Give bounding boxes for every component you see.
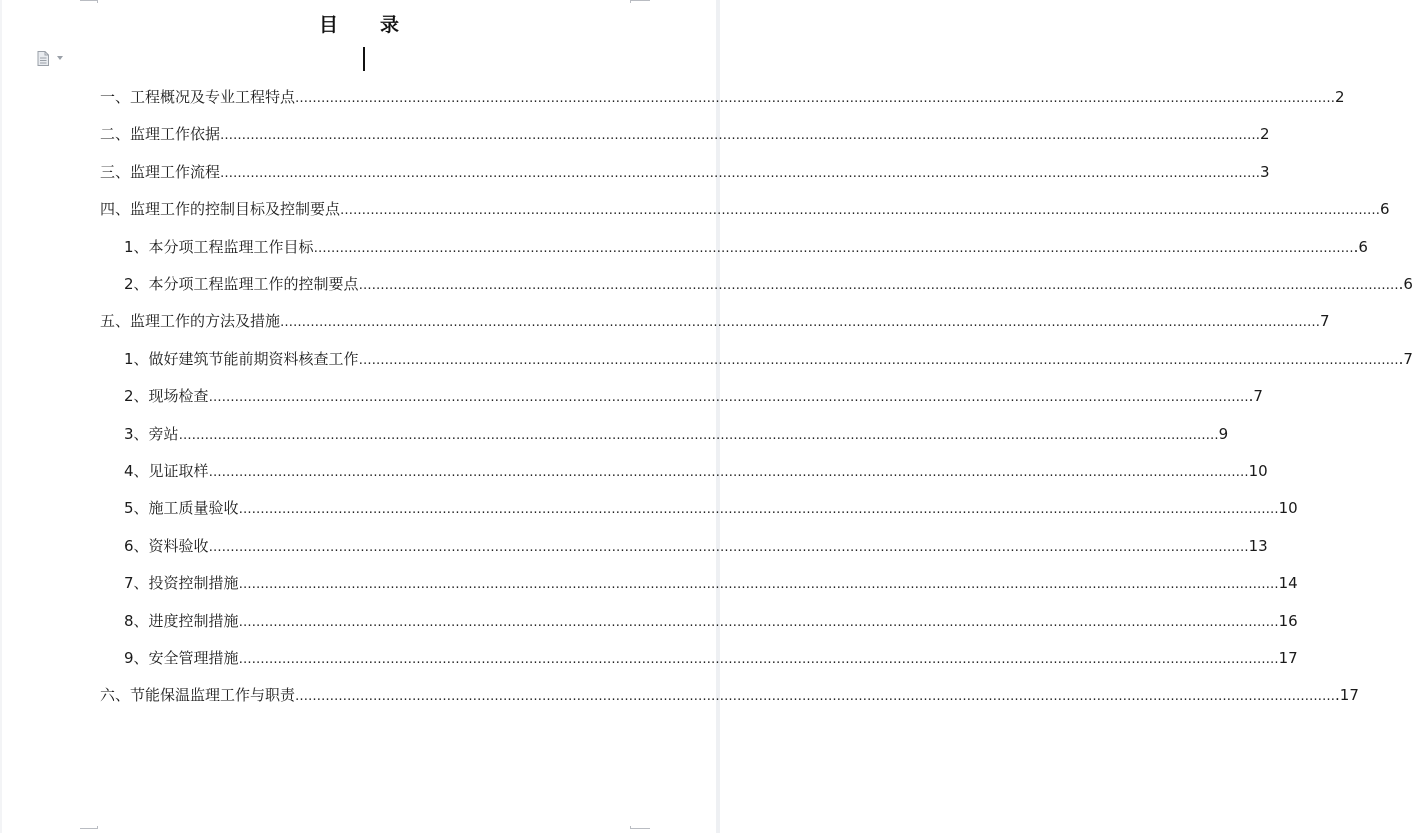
toc-page-number: 9 bbox=[1218, 424, 1229, 443]
toc-entry-title: 工程概况及专业工程特点 bbox=[130, 88, 296, 106]
toc-entry[interactable] bbox=[124, 572, 1298, 594]
toc-entry-title: 见证取样 bbox=[148, 462, 209, 480]
toc-entry-number: 1、 bbox=[124, 349, 149, 368]
crop-mark-bottom-left-v bbox=[97, 826, 98, 829]
toc-page-number: 7 bbox=[1320, 312, 1330, 331]
toc-entry-number: 8、 bbox=[124, 611, 149, 630]
toc-entry[interactable] bbox=[124, 497, 1298, 519]
toc-entry[interactable] bbox=[100, 684, 1359, 706]
chevron-down-icon[interactable] bbox=[57, 56, 63, 60]
toc-entry-number: 2、 bbox=[124, 387, 149, 406]
toc-entry-number: 五、 bbox=[100, 312, 131, 331]
toc-dot-leader: …………………………………………………………………………………………………………………………………………………………………………………………………………………… bbox=[208, 390, 1249, 406]
toc-entry-number: 2、 bbox=[124, 275, 149, 293]
toc-page-number: .17 bbox=[1335, 686, 1359, 705]
toc-entry[interactable] bbox=[124, 348, 1413, 370]
toc-page-number: 16 bbox=[1278, 611, 1298, 630]
toc-entry-number: 5、 bbox=[124, 499, 149, 518]
toc-page-number: 6 bbox=[1380, 200, 1390, 219]
toc-entry[interactable] bbox=[124, 385, 1263, 407]
toc-entry-title: 安全管理措施 bbox=[148, 649, 239, 667]
toc-entry[interactable] bbox=[124, 535, 1268, 557]
toc-entry-title: 施工质量验收 bbox=[148, 499, 239, 518]
toc-dot-leader: …………………………………………………………………………………………………………………………………………………………………………………………………………………… bbox=[178, 427, 1219, 443]
toc-entry[interactable] bbox=[124, 423, 1229, 445]
toc-page-number: .6 bbox=[1398, 275, 1413, 293]
toc-entry[interactable] bbox=[100, 86, 1345, 108]
toc-entry-title: 监理工作依据 bbox=[130, 125, 221, 144]
toc-entry-number: 六、 bbox=[100, 686, 131, 705]
page-left-edge bbox=[0, 0, 2, 833]
toc-page-number: 13 bbox=[1248, 536, 1268, 555]
crop-mark-top-right bbox=[630, 0, 650, 1]
toc-dot-leader: …………………………………………………………………………………………………………………………………………………………………………………………………………………… bbox=[220, 165, 1261, 181]
toc-page-number: 14 bbox=[1278, 574, 1298, 593]
toc-entry-title: 监理工作流程 bbox=[130, 162, 221, 181]
crop-mark-top-left-v bbox=[97, 0, 98, 3]
toc-dot-leader: …………………………………………………………………………………………………………………………………………………………………………………………………………………… bbox=[340, 203, 1381, 219]
toc-page-number: 17 bbox=[1278, 649, 1298, 667]
toc-entry-title: 本分项工程监理工作的控制要点 bbox=[148, 275, 359, 293]
crop-mark-bottom-right-v bbox=[630, 826, 631, 829]
toc-dot-leader: …………………………………………………………………………………………………………………………………………………………………………………………………………………… bbox=[295, 91, 1336, 106]
toc-dot-leader: …………………………………………………………………………………………………………………………………………………………………………………………………………………… bbox=[358, 278, 1399, 293]
toc-dot-leader: …………………………………………………………………………………………………………………………………………………………………………………………………………………… bbox=[238, 614, 1279, 630]
title-char-1: 目 bbox=[318, 14, 340, 36]
toc-entry[interactable] bbox=[100, 161, 1270, 183]
toc-entry-number: 7、 bbox=[124, 574, 149, 593]
toc-entry-number: 一、 bbox=[100, 88, 131, 106]
toc-entry-number: 1、 bbox=[124, 237, 149, 256]
toc-entry-title: 旁站 bbox=[148, 424, 179, 443]
toc-entry-title: 资料验收 bbox=[148, 536, 209, 555]
crop-mark-top-right-v bbox=[630, 0, 631, 3]
toc-entry-number: 四、 bbox=[100, 200, 131, 219]
toc-dot-leader: …………………………………………………………………………………………………………………………………………………………………………………………………………………… bbox=[295, 689, 1336, 705]
toc-dot-leader: …………………………………………………………………………………………………………………………………………………………………………………………………………………… bbox=[220, 128, 1261, 144]
toc-entry-title: 投资控制措施 bbox=[148, 574, 239, 593]
toc-dot-leader: …………………………………………………………………………………………………………………………………………………………………………………………………………………… bbox=[208, 539, 1249, 555]
toc-entry-number: 9、 bbox=[124, 649, 149, 667]
toc-entry-title: 做好建筑节能前期资料核查工作 bbox=[148, 349, 359, 368]
toc-entry[interactable] bbox=[124, 610, 1298, 632]
toc-entry-title: 监理工作的方法及措施 bbox=[130, 312, 281, 331]
toc-page-number: .7 bbox=[1398, 349, 1413, 368]
document-icon[interactable] bbox=[37, 51, 49, 66]
toc-entry-title: 节能保温监理工作与职责 bbox=[130, 686, 296, 705]
toc-page-number: 2 bbox=[1260, 125, 1270, 144]
toc-entry[interactable] bbox=[124, 236, 1368, 258]
crop-mark-bottom-left bbox=[80, 828, 98, 829]
toc-entry-title: 本分项工程监理工作目标 bbox=[148, 237, 314, 256]
text-cursor bbox=[363, 47, 365, 71]
toc-page-number: .7 bbox=[1248, 387, 1263, 406]
toc-entry[interactable] bbox=[124, 460, 1268, 482]
crop-mark-top-left bbox=[80, 0, 98, 1]
toc-dot-leader: …………………………………………………………………………………………………………………………………………………………………………………………………………………… bbox=[208, 465, 1249, 480]
toc-entry-number: 3、 bbox=[124, 424, 149, 443]
toc-entry-number: 4、 bbox=[124, 462, 149, 480]
toc-entry[interactable] bbox=[100, 310, 1330, 332]
page-title bbox=[0, 10, 720, 37]
toc-page-number: .6 bbox=[1353, 237, 1368, 256]
toc-entry[interactable] bbox=[124, 273, 1413, 295]
toc-dot-leader: …………………………………………………………………………………………………………………………………………………………………………………………………………………… bbox=[280, 315, 1321, 331]
toc-dot-leader: …………………………………………………………………………………………………………………………………………………………………………………………………………………… bbox=[238, 652, 1279, 667]
toc-entry-title: 进度控制措施 bbox=[148, 611, 239, 630]
title-char-2: 录 bbox=[380, 14, 402, 36]
toc-entry[interactable] bbox=[100, 198, 1390, 220]
toc-dot-leader: …………………………………………………………………………………………………………………………………………………………………………………………………………………… bbox=[238, 577, 1279, 593]
toc-entry[interactable] bbox=[100, 123, 1270, 145]
toc-dot-leader: …………………………………………………………………………………………………………………………………………………………………………………………………………………… bbox=[238, 502, 1279, 518]
toc-dot-leader: …………………………………………………………………………………………………………………………………………………………………………………………………………………… bbox=[313, 240, 1354, 256]
toc-entry-title: 现场检查 bbox=[148, 387, 209, 406]
toc-entry-title: 监理工作的控制目标及控制要点 bbox=[130, 200, 341, 219]
toc-page-number: 10 bbox=[1278, 499, 1298, 518]
toc-entry-number: 三、 bbox=[100, 162, 131, 181]
toc-page-number: 10 bbox=[1248, 462, 1268, 480]
crop-mark-bottom-right bbox=[630, 828, 650, 829]
toc-page-number: 3 bbox=[1260, 162, 1270, 181]
toc-entry-number: 6、 bbox=[124, 536, 149, 555]
toc-entry[interactable] bbox=[124, 647, 1298, 669]
toc-page-number: 2 bbox=[1335, 88, 1345, 106]
toc-dot-leader: …………………………………………………………………………………………………………………………………………………………………………………………………………………… bbox=[358, 352, 1399, 368]
toc-entry-number: 二、 bbox=[100, 125, 131, 144]
